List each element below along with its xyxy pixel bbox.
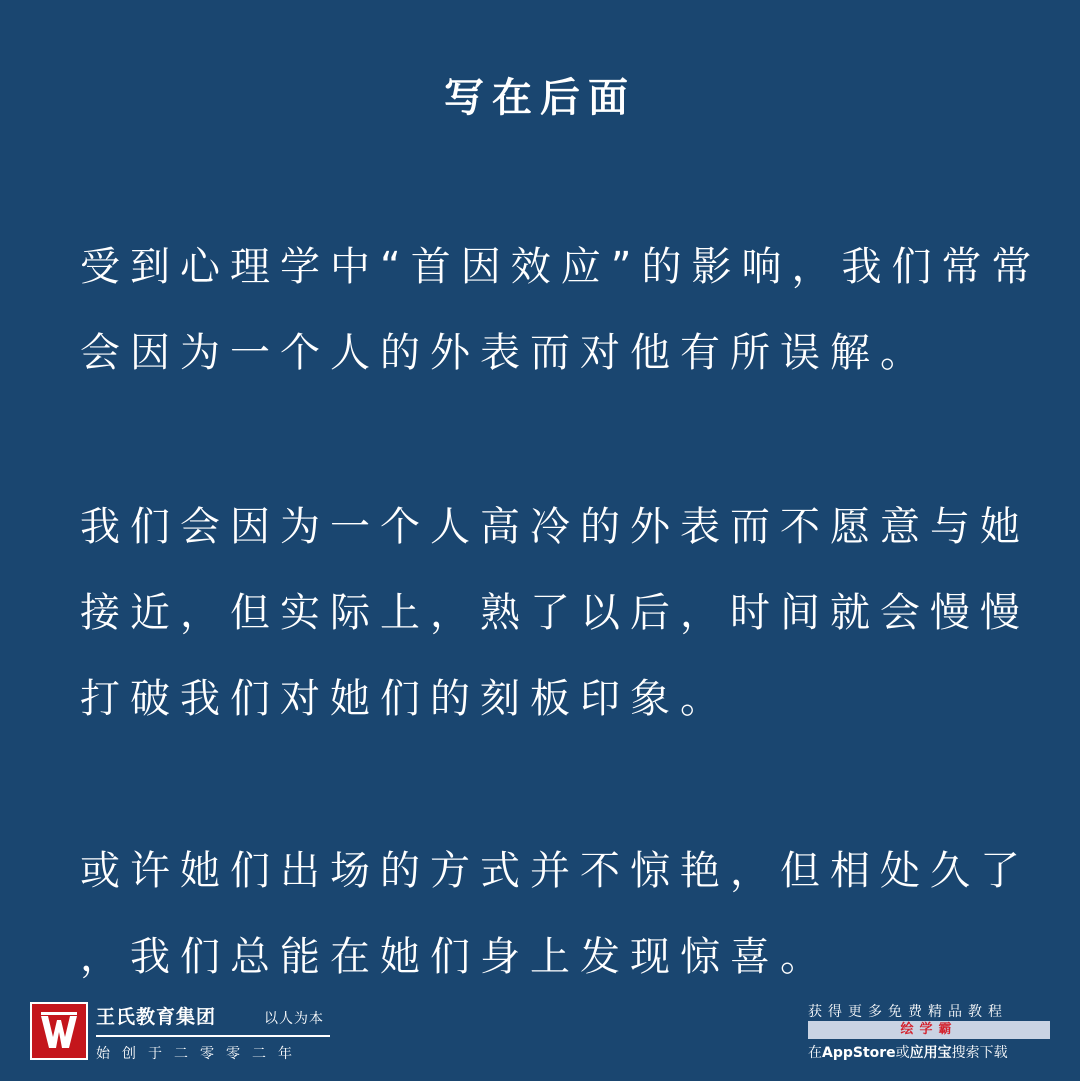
- promo-text: 获得更多免费精品教程: [808, 1004, 1008, 1020]
- paragraph-line: 我们会因为一个人高冷的外表而不愿意与她: [80, 504, 1030, 550]
- paragraph-line: 会因为一个人的外表而对他有所误解。: [80, 330, 930, 376]
- brand-divider: [96, 1035, 330, 1037]
- download-hint-prefix: 在: [808, 1045, 822, 1061]
- download-hint-or: 或: [895, 1045, 910, 1061]
- w-logo-icon: [30, 1002, 88, 1060]
- paragraph-3: [80, 828, 1030, 1000]
- brand-motto: 以人为本: [264, 1011, 324, 1027]
- page-title: 写在后面: [444, 75, 636, 121]
- yingyongbao-label: 应用宝: [909, 1045, 952, 1061]
- paragraph-1: [80, 224, 1042, 396]
- download-hint: [808, 1042, 1058, 1062]
- paragraph-line: 或许她们出场的方式并不惊艳，但相处久了: [80, 848, 1030, 894]
- w-logo-icon: [32, 1004, 86, 1058]
- paragraph-line: ，我们总能在她们身上发现惊喜。: [80, 934, 830, 980]
- paragraph-line: 接近，但实际上，熟了以后，时间就会慢慢: [80, 590, 1030, 636]
- brand-name: 王氏教育集团: [96, 1006, 217, 1028]
- paragraph-2: [80, 484, 1030, 742]
- app-name: 绘学霸: [900, 1022, 958, 1037]
- app-name-bar: [808, 1021, 1050, 1039]
- paragraph-line: 受到心理学中“首因效应”的影响，我们常常: [80, 244, 1042, 290]
- brand-founded: 始创于二零零二年: [96, 1046, 304, 1062]
- appstore-label: AppStore: [822, 1045, 896, 1061]
- download-hint-suffix: 搜索下载: [951, 1045, 1008, 1061]
- paragraph-line: 打破我们对她们的刻板印象。: [80, 676, 730, 722]
